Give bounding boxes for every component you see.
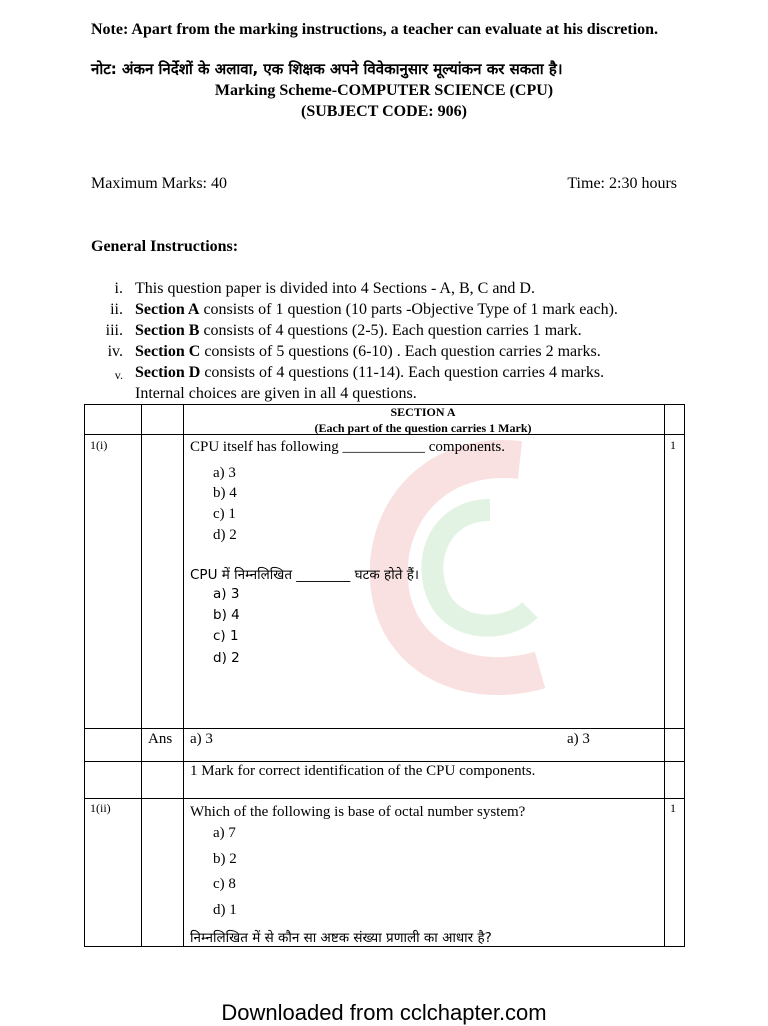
question-text: Which of the following is base of octal number system? <box>190 804 526 820</box>
option: c) 1 <box>213 506 236 522</box>
instruction-section: Section D <box>135 364 201 381</box>
question-text: CPU itself has following ___________ components. <box>190 439 505 455</box>
option: a) 3 <box>213 465 236 481</box>
option: a) 7 <box>213 825 236 841</box>
instruction-number: i. <box>114 280 123 297</box>
option: b) 4 <box>213 485 237 501</box>
instruction-text: consists of 4 questions (11-14). Each question carries 4 marks. <box>200 364 605 381</box>
instruction-number: ii. <box>110 301 123 318</box>
section-subtitle: (Each part of the question carries 1 Mark) <box>314 421 532 435</box>
note-text: Note: Apart from the marking instructions, a teacher can evaluate at his discretion. <box>91 21 659 38</box>
instruction-section: Section B <box>135 322 200 339</box>
note-hindi-text: नोट: अंकन निर्देशों के अलावा, एक शिक्षक अपने विवेकानुसार मूल्यांकन कर सकता है। <box>91 60 563 78</box>
instruction-text: This question paper is divided into 4 Sections - A, B, C and D. <box>135 280 535 297</box>
option-hindi: a) 3 <box>213 586 240 602</box>
option: d) 2 <box>213 527 237 543</box>
general-instructions-title: General Instructions: <box>91 238 239 255</box>
subject-code: (SUBJECT CODE: 906) <box>301 103 467 120</box>
instruction-section: Section C <box>135 343 201 360</box>
instruction-number: v. <box>114 368 123 382</box>
question-number: 1(ii) <box>90 801 111 815</box>
answer-label: Ans <box>148 731 173 747</box>
section-title: SECTION A <box>390 405 456 419</box>
instruction-number: iii. <box>105 322 123 339</box>
question-marks: 1 <box>670 801 676 815</box>
instruction-section: Section A <box>135 301 200 318</box>
instruction-text: consists of 4 questions (2-5). Each question carries 1 mark. <box>199 322 582 339</box>
time-allowed: Time: 2:30 hours <box>567 175 677 192</box>
option: d) 1 <box>213 902 237 918</box>
answer-text: a) 3 <box>190 731 213 747</box>
instruction-number: iv. <box>107 343 123 360</box>
option-hindi: d) 2 <box>213 650 240 666</box>
instruction-text: consists of 5 questions (6-10) . Each question carries 2 marks. <box>200 343 601 360</box>
option-hindi: b) 4 <box>213 607 240 623</box>
question-text-hindi: CPU में निम्नलिखित ________ घटक होते हैं। <box>190 567 419 583</box>
question-number: 1(i) <box>90 438 108 452</box>
marking-note: 1 Mark for correct identification of the CPU components. <box>190 763 536 779</box>
instruction-text: consists of 1 question (10 parts -Objective Type of 1 mark each). <box>199 301 618 318</box>
question-text-hindi: निम्नलिखित में से कौन सा अष्टक संख्या प्रणाली का आधार है? <box>190 930 492 946</box>
question-marks: 1 <box>670 438 676 452</box>
marking-table <box>84 404 685 947</box>
instruction-text: Internal choices are given in all 4 questions. <box>135 385 417 402</box>
option-hindi: c) 1 <box>213 628 239 644</box>
option: b) 2 <box>213 851 237 867</box>
download-source-footer: Downloaded from cclchapter.com <box>221 1000 547 1025</box>
marking-scheme-title: Marking Scheme-COMPUTER SCIENCE (CPU) <box>214 82 554 99</box>
option: c) 8 <box>213 876 236 892</box>
maximum-marks: Maximum Marks: 40 <box>91 175 227 192</box>
answer-text-hindi: a) 3 <box>567 731 590 747</box>
